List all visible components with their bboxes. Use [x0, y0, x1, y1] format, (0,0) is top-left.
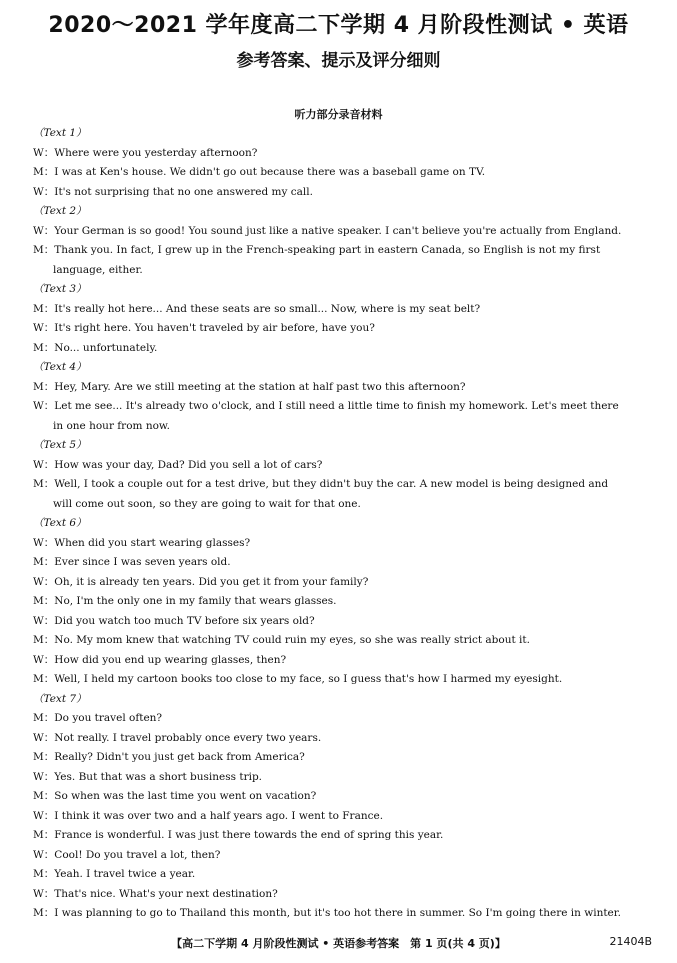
dialogue-line: W：When did you start wearing glasses? — [33, 536, 251, 549]
footer-page-info: 【高二下学期 4 月阶段性测试 • 英语参考答案 第 1 页(共 4 页)】 — [171, 937, 506, 950]
text-section-label: （Text 1） — [33, 127, 87, 139]
dialogue-line: M：No. My mom knew that watching TV could ruin my eyes, so she was really strict about it. — [33, 634, 530, 646]
dialogue-line: language, either. — [53, 263, 143, 276]
section-heading: 听力部分录音材料 — [294, 108, 383, 121]
footer-code: 21404B — [609, 935, 652, 948]
dialogue-line: W：I think it was over two and a half years ago. I went to France. — [33, 809, 384, 822]
dialogue-line: M：So when was the last time you went on vacation? — [33, 790, 317, 802]
dialogue-line: W：Oh, it is already ten years. Did you get it from your family? — [33, 575, 369, 588]
dialogue-line: M：France is wonderful. I was just there towards the end of spring this year. — [33, 829, 444, 841]
dialogue-line: M：Well, I took a couple out for a test drive, but they didn't buy the car. A new model is being designed and — [33, 478, 609, 490]
dialogue-line: M：I was at Ken's house. We didn't go out because there was a baseball game on TV. — [33, 166, 486, 178]
dialogue-line: W：That's nice. What's your next destination? — [33, 887, 278, 900]
dialogue-line: W：Not really. I travel probably once every two years. — [33, 731, 322, 744]
dialogue-line: W：Did you watch too much TV before six years old? — [33, 614, 315, 627]
dialogue-line: W：Cool! Do you travel a lot, then? — [33, 848, 221, 861]
text-section-label: （Text 6） — [33, 517, 87, 529]
dialogue-line: M：Ever since I was seven years old. — [33, 556, 231, 568]
dialogue-line: M：It's really hot here... And these seats are so small... Now, where is my seat belt? — [33, 302, 481, 315]
dialogue-line: W：How was your day, Dad? Did you sell a lot of cars? — [33, 458, 323, 471]
dialogue-line: W：How did you end up wearing glasses, then? — [33, 653, 287, 666]
text-section-label: （Text 4） — [33, 361, 87, 373]
dialogue-line: M：Well, I held my cartoon books too close to my face, so I guess that's how I harmed my eyesight. — [33, 673, 563, 685]
text-section-label: （Text 3） — [33, 283, 87, 295]
dialogue-line: W：It's not surprising that no one answered my call. — [33, 185, 313, 198]
dialogue-line: M：No, I'm the only one in my family that wears glasses. — [33, 595, 337, 607]
dialogue-line: M：Yeah. I travel twice a year. — [33, 868, 196, 880]
dialogue-line: W：It's right here. You haven't traveled by air before, have you? — [33, 322, 375, 334]
dialogue-line: M：Really? Didn't you just get back from America? — [33, 751, 305, 763]
page-title: 2020～2021 学年度高二下学期 4 月阶段性测试 • 英语 — [48, 13, 629, 38]
dialogue-line: W：Your German is so good! You sound just like a native speaker. I can't believe you're actually from England. — [33, 224, 622, 237]
dialogue-line: M：Thank you. In fact, I grew up in the French-speaking part in eastern Canada, so English is not my first — [33, 244, 601, 256]
text-section-label: （Text 2） — [33, 205, 87, 217]
text-section-label: （Text 5） — [33, 439, 87, 451]
dialogue-line: M：Hey, Mary. Are we still meeting at the station at half past two this afternoon? — [33, 380, 466, 393]
dialogue-line: in one hour from now. — [53, 419, 170, 432]
dialogue-line: M：Do you travel often? — [33, 712, 163, 724]
transcript-body — [33, 124, 653, 924]
dialogue-line: M：No... unfortunately. — [33, 341, 158, 354]
dialogue-line: W：Let me see... It's already two o'clock, and I still need a little time to finish my homework. Let's meet there — [33, 400, 619, 412]
dialogue-line: W：Where were you yesterday afternoon? — [33, 146, 258, 159]
dialogue-line: will come out soon, so they are going to wait for that one. — [53, 497, 361, 510]
dialogue-line: W：Yes. But that was a short business trip. — [33, 770, 263, 783]
dialogue-line: M：I was planning to go to Thailand this month, but it's too hot there in summer. So I'm going there in winter. — [33, 907, 621, 919]
page-subtitle: 参考答案、提示及评分细则 — [236, 51, 441, 71]
text-section-label: （Text 7） — [33, 692, 87, 705]
